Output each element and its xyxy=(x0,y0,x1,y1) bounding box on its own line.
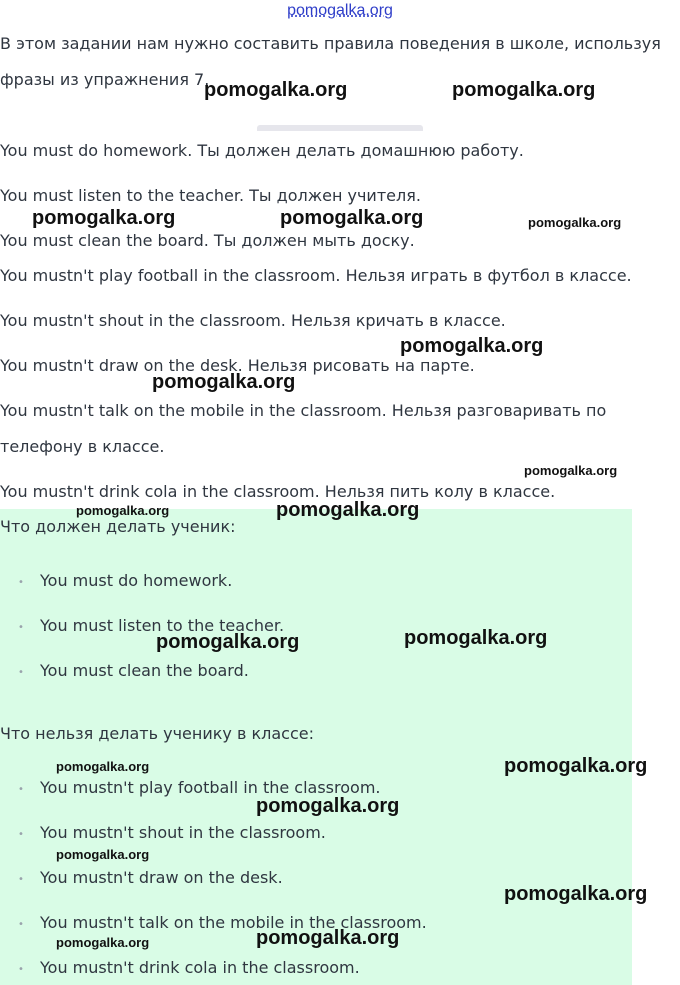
list-item: • You must clean the board. xyxy=(40,661,249,681)
watermark: pomogalka.org xyxy=(156,631,300,653)
rule-line: You must listen to the teacher. Ты должен учителя. xyxy=(0,186,421,205)
divider xyxy=(257,125,423,131)
watermark: pomogalka.org xyxy=(32,207,176,229)
list-item: • You mustn't talk on the mobile in the classroom. xyxy=(40,913,427,933)
rule-line: You must do homework. Ты должен делать домашнюю работу. xyxy=(0,141,524,160)
watermark: pomogalka.org xyxy=(56,847,150,862)
list-item: • You must listen to the teacher. xyxy=(40,616,284,636)
list-item: • You mustn't draw on the desk. xyxy=(40,868,283,888)
watermark: pomogalka.org xyxy=(504,755,648,777)
watermark: pomogalka.org xyxy=(76,503,170,518)
watermark: pomogalka.org xyxy=(56,759,150,774)
watermark: pomogalka.org xyxy=(204,79,348,101)
rule-line: You mustn't drink cola in the classroom. Нельзя пить колу в классе. xyxy=(0,482,556,501)
rule-line: You mustn't draw on the desk. Нельзя рисовать на парте. xyxy=(0,356,475,375)
watermark: pomogalka.org xyxy=(400,335,544,357)
watermark: pomogalka.org xyxy=(256,795,400,817)
watermark: pomogalka.org xyxy=(256,927,400,949)
list-item: • You must do homework. xyxy=(40,571,232,591)
watermark: pomogalka.org xyxy=(280,207,424,229)
watermark: pomogalka.org xyxy=(276,499,420,521)
watermark: pomogalka.org xyxy=(404,627,548,649)
intro-paragraph: В этом задании нам нужно составить правила поведения в школе, используя фразы из упражнения 7. xyxy=(0,34,661,89)
rule-line: You must clean the board. Ты должен мыть доску. xyxy=(0,231,415,250)
summary-panel xyxy=(0,509,632,985)
site-watermark-link[interactable]: pomogalka.org xyxy=(287,2,393,19)
watermark: pomogalka.org xyxy=(504,883,648,905)
list-item: • You mustn't drink cola in the classroom. xyxy=(40,958,360,978)
rule-line: You mustn't play football in the classroom. Нельзя играть в футбол в классе. xyxy=(0,266,632,285)
rule-line: You mustn't shout in the classroom. Нельзя кричать в классе. xyxy=(0,311,506,330)
watermark: pomogalka.org xyxy=(524,463,618,478)
mustnt-heading: Что нельзя делать ученику в классе: xyxy=(0,724,314,743)
rule-line: You mustn't talk on the mobile in the classroom. Нельзя разговаривать по телефону в классе. xyxy=(0,401,607,456)
list-item: • You mustn't play football in the classroom. xyxy=(40,778,381,798)
must-heading: Что должен делать ученик: xyxy=(0,517,236,536)
watermark: pomogalka.org xyxy=(56,935,150,950)
watermark: pomogalka.org xyxy=(528,215,622,230)
watermark: pomogalka.org xyxy=(152,371,296,393)
watermark: pomogalka.org xyxy=(452,79,596,101)
list-item: • You mustn't shout in the classroom. xyxy=(40,823,326,843)
